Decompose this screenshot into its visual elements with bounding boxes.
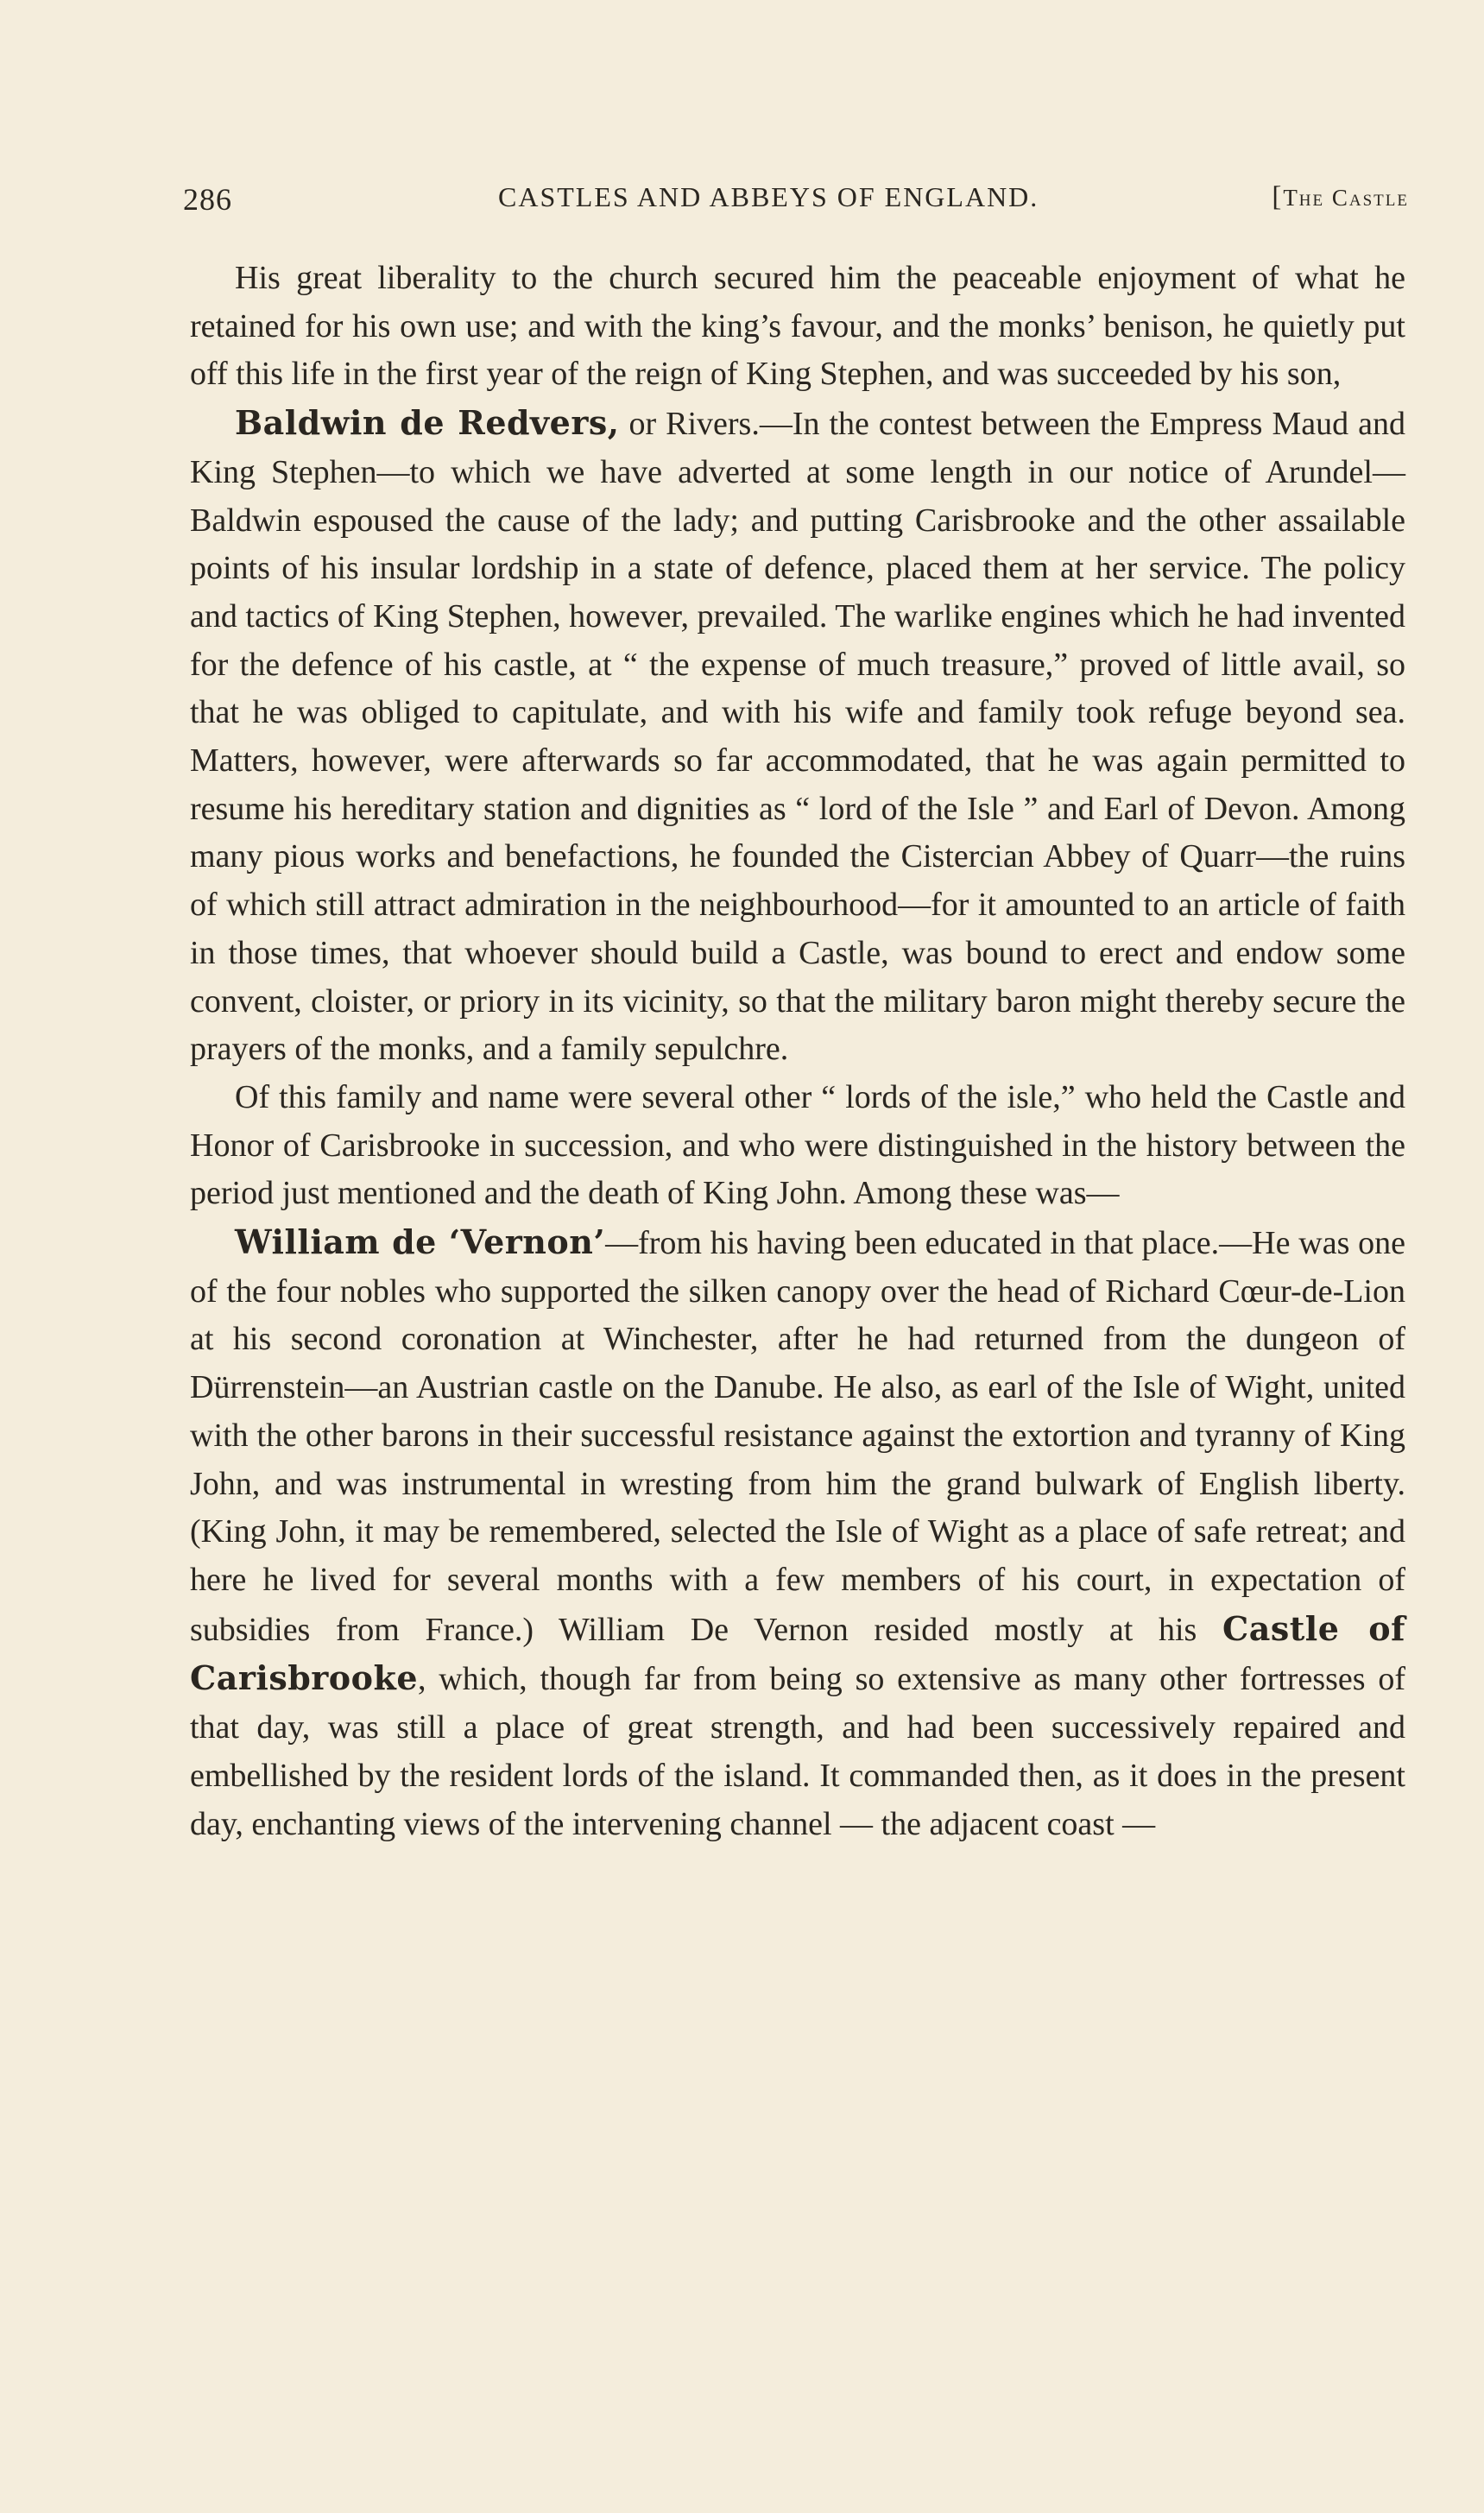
- running-head: [183, 181, 1409, 224]
- book-title: CASTLES AND ABBEYS OF ENGLAND.: [498, 181, 1039, 212]
- castle-name: Castle of Carisbrooke: [190, 1608, 1405, 1698]
- paragraph-3: [190, 1074, 1405, 1218]
- section-bracket: [: [1272, 181, 1284, 212]
- paragraph-4-text: —from his having been educated in that place.—He was one of the four nobles who supported the silken canopy over the head of Richard Cœur-de-Lion at his second coronation at Winchester, after he had returned from the dungeon of Dürrenstein—an Austrian castle on the Danube. He also, as earl of the Isle of Wight, united with the other barons in their successful resistance against the extortion and tyranny of King John, and was instrumental in wresting from him the grand bulwark of English liberty. (King John, it may be remembered, selected the Isle of Wight as a place of safe retreat; and here he lived for several months with a few members of his court, in expectation of subsidies from France.) William De Vernon resided mostly at his: [190, 1225, 1405, 1648]
- page-number: 286: [183, 182, 232, 217]
- paragraph-1-text: His great liberality to the church secured him the peaceable enjoyment of what he retained for his own use; and with the king’s favour, and the monks’ benison, he quietly put off this life in the first year of the reign of King Stephen, and was succeeded by his son,: [190, 260, 1405, 393]
- paragraph-4-text-after: , which, though far from being so extensive as many other fortresses of that day, was still a place of great strength, and had been successively repaired and embellished by the resident lords of the island. It commanded then, as it does in the present day, enchanting views of the intervening channel — the adjacent coast —: [190, 1661, 1405, 1842]
- heading-william-de-vernon: William de ‘Vernon’: [235, 1222, 606, 1262]
- body-text: [190, 255, 1405, 1848]
- paragraph-2: [190, 399, 1405, 1074]
- section-title: [1272, 181, 1409, 213]
- paragraph-3-text: Of this family and name were several other “ lords of the isle,” who held the Castle and Honor of Carisbrooke in succession, and who were distinguished in the history between the period just mentioned and the death of King John. Among these was—: [190, 1078, 1405, 1212]
- paragraph-4: [190, 1218, 1405, 1848]
- paragraph-1: [190, 255, 1405, 399]
- section-title-text: The Castle: [1283, 185, 1409, 211]
- heading-baldwin-de-redvers: Baldwin de Redvers,: [235, 403, 620, 443]
- paragraph-2-text: or Rivers.—In the contest between the Empress Maud and King Stephen—to which we have adverted at some length in our notice of Arundel—Baldwin espoused the cause of the lady; and putting Carisbrooke and the other assailable points of his insular lordship in a state of defence, placed them at her service. The policy and tactics of King Stephen, however, prevailed. The warlike engines which he had invented for the defence of his castle, at “ the expense of much treasure,” proved of little avail, so that he was obliged to capitulate, and with his wife and family took refuge beyond sea. Matters, however, were afterwards so far accommodated, that he was again permitted to resume his hereditary station and dignities as “ lord of the Isle ” and Earl of Devon. Among many pious works and benefactions, he founded the Cistercian Abbey of Quarr—the ruins of which still attract admiration in the neighbourhood—for it amounted to an article of faith in those times, that whoever should build a Castle, was bound to erect and endow some convent, cloister, or priory in its vicinity, so that the military baron might thereby secure the prayers of the monks, and a family sepulchre.: [190, 406, 1405, 1068]
